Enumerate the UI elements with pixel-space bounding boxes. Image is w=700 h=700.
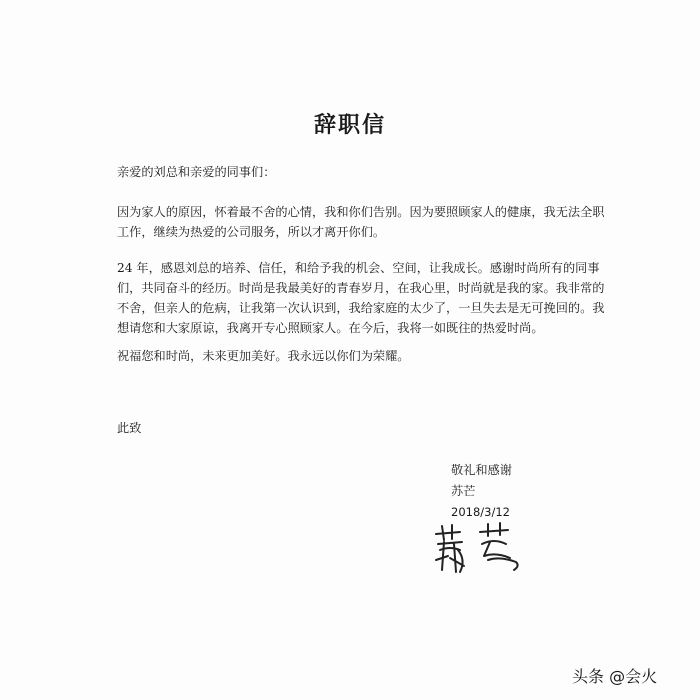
watermark: 头条 @会火 [572,667,658,686]
letter-paragraph-1: 因为家人的原因，怀着最不舍的心情，我和你们告别。因为要照顾家人的健康，我无法全职工作，继续为热爱的公司服务，所以才离开你们。 [117,205,605,239]
letter-paragraph-3: 祝福您和时尚，未来更加美好。我永远以你们为荣耀。 [117,349,410,363]
regards-line: 敬礼和感谢 [451,463,512,477]
letter-greeting: 亲爱的刘总和亲爱的同事们： [117,165,276,179]
sender-name: 苏芒 [451,484,476,498]
letter-date: 2018/3/12 [451,505,510,519]
letter-title: 辞职信 [313,112,386,138]
letter-closing: 此致 [117,421,142,435]
signature-block [451,460,512,523]
handwritten-signature [430,520,540,580]
letter-paragraph-2: 24 年，感恩刘总的培养、信任，和给予我的机会、空间，让我成长。感谢时尚所有的同事们，共同奋斗的经历。时尚是我最美好的青春岁月，在我心里，时尚就是我的家。我非常的不舍，但亲人的危病，让我第一次认识到，我给家庭的太少了，一旦失去是无可挽回的。我想请您和大家原谅，我离开专心照顾家人。在今后，我将一如既往的热爱时尚。 [117,261,605,335]
